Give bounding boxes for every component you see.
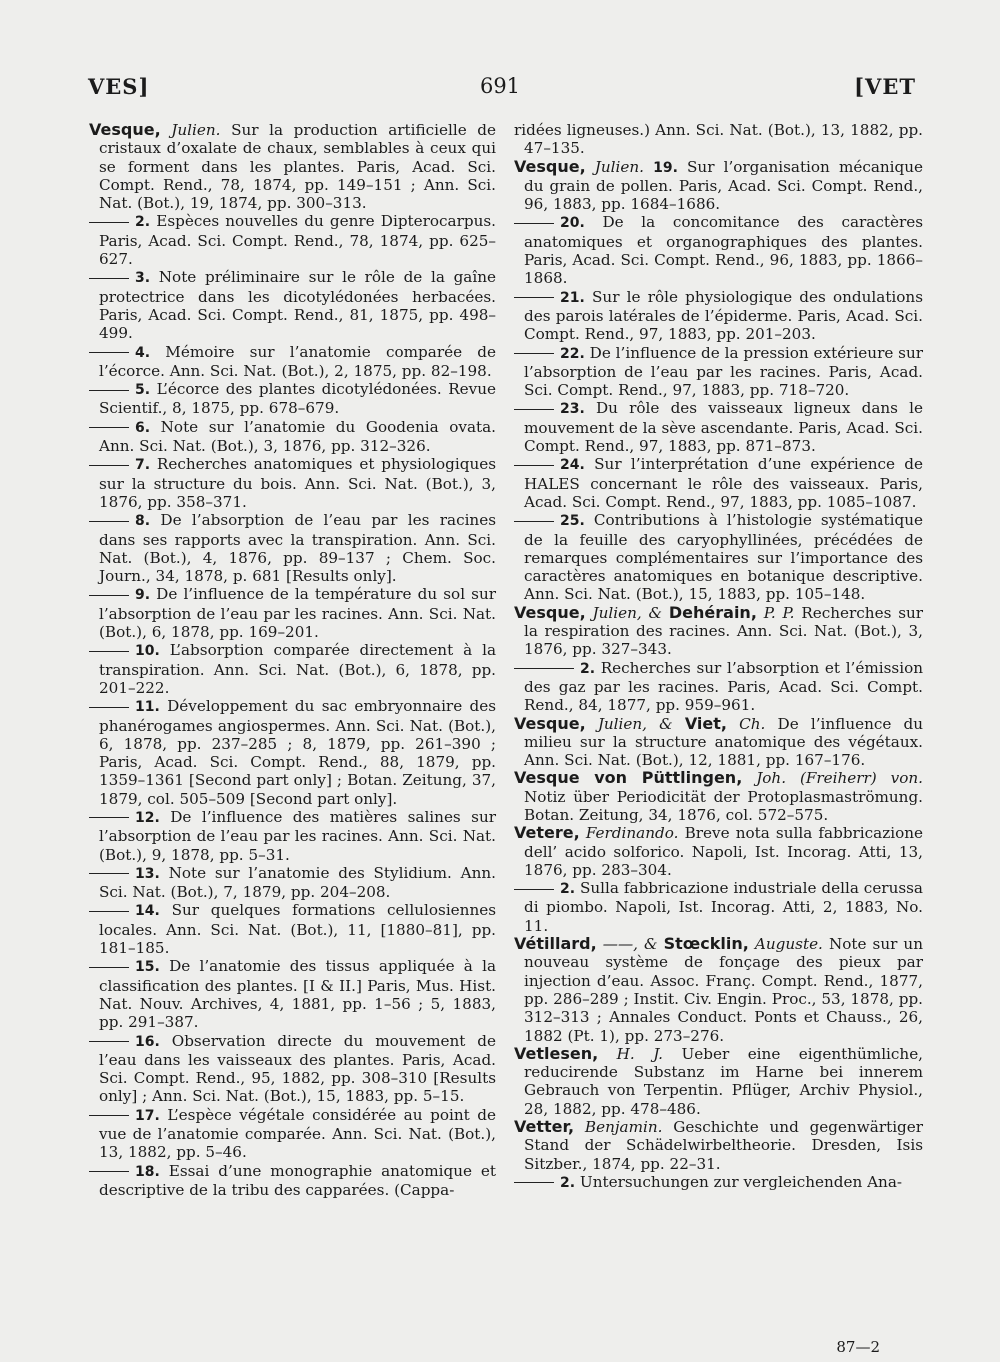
- entry-text: Breve nota sulla fabbricazione dell’ acido solforico. Napoli, Ist. Incorag. Atti, 13, 1876, pp. 283–304.: [524, 824, 924, 879]
- bibliography-entry: [514, 769, 923, 824]
- author-given-name: Joh. (Freiherr) von.: [756, 769, 923, 788]
- entry-text: Observation directe du mouvement de l’eau dans les vaisseaux des plantes. Paris, Acad. Sci. Compt. Rend., 95, 1882, pp. 308–310 [Results only] ; Ann. Sci. Nat. (Bot.), 15, 1883, pp. 5–15.: [99, 1031, 497, 1106]
- entry-text: Untersuchungen zur vergleichenden Ana-: [579, 1172, 903, 1191]
- ditto-rule: [514, 889, 554, 890]
- bibliography-entry: [89, 380, 496, 418]
- bibliography-entry: [514, 604, 923, 659]
- bibliography-entry: [89, 585, 496, 641]
- entry-text: De l’influence du milieu sur la structure anatomique des végétaux. Ann. Sci. Nat. (Bot.), 12, 1881, pp. 167–176.: [524, 714, 924, 770]
- entry-text: De l’influence de la pression extérieure sur l’absorption de l’eau par les racines. Paris, Acad. Sci. Compt. Rend., 97, 1883, pp. 718–720.: [524, 343, 923, 400]
- ditto-rule: [514, 353, 554, 354]
- entry-number: 16.: [135, 1033, 160, 1050]
- ditto-rule: [514, 465, 554, 466]
- author-given-name: Ferdinando.: [585, 824, 679, 843]
- bibliography-entry: [89, 901, 496, 957]
- author-name: Vesque von Püttlingen,: [514, 768, 743, 788]
- entry-text: Mémoire sur l’anatomie comparée de l’écorce. Ann. Sci. Nat. (Bot.), 2, 1875, pp. 82–198.: [99, 342, 496, 380]
- entry-text: Ueber eine eigenthümliche, reducirende Substanz im Harne bei innerem Gebrauch von Terpentin. Pflüger, Archiv Physiol., 28, 1882, pp. 478–486.: [524, 1044, 924, 1118]
- entry-number: 17.: [135, 1107, 160, 1124]
- bibliography-entry: [89, 641, 496, 697]
- entry-text: Sur l’interprétation d’une expérience de HALES concernant le rôle des vaisseaux. Paris, Acad. Sci. Compt. Rend., 97, 1883, pp. 1085–1087.: [524, 455, 924, 511]
- entry-text: De l’anatomie des tissus appliquée à la classification des plantes. [I & II.] Paris, Mus. Hist. Nat. Nouv. Archives, 4, 1881, pp. 1–56 ; 5, 1883, pp. 291–387.: [99, 957, 497, 1032]
- entry-number: 14.: [135, 903, 160, 920]
- entry-text: Essai d’une monographie anatomique et descriptive de la tribu des capparées. (Cappa-: [99, 1161, 496, 1199]
- entry-text: Note sur l’anatomie des Stylidium. Ann. Sci. Nat. (Bot.), 7, 1879, pp. 204–208.: [99, 863, 496, 902]
- author-name: Vesque,: [514, 156, 586, 176]
- bibliography-entry: [89, 1106, 496, 1162]
- entry-text: Contributions à l’histologie systématique de la feuille des caryophyllinées, précédées de remarques complémentaires sur l’importance des caractères anatomiques en botanique descriptive. Ann. Sci. Nat. (Bot.), 15, 1883, pp. 105–148.: [524, 511, 924, 604]
- bibliography-entry: [514, 1045, 923, 1118]
- bibliography-entry: [514, 511, 923, 603]
- ditto-rule: [89, 817, 129, 818]
- entry-number: 11.: [135, 699, 160, 716]
- entry-text: Sulla fabbricazione industriale della cerussa di piombo. Napoli, Ist. Incorag. Atti, 2, 1883, No. 11.: [524, 879, 923, 935]
- entry-number: 6.: [135, 419, 151, 436]
- bibliography-entry: [514, 1173, 923, 1192]
- bibliography-entry: [89, 212, 496, 268]
- bibliography-entry: [89, 268, 496, 342]
- header-right: [VET: [854, 74, 916, 99]
- entry-number: 4.: [135, 344, 151, 361]
- entry-text: Sur l’organisation mécanique du grain de pollen. Paris, Acad. Sci. Compt. Rend., 96, 1883, pp. 1684–1686.: [524, 157, 924, 214]
- coauthor-given-name: P. P.: [763, 603, 795, 622]
- bibliography-entry: [514, 344, 923, 400]
- entry-text: L’espèce végétale considérée au point de vue de l’anatomie comparée. Ann. Sci. Nat. (Bot.), 13, 1882, pp. 5–46.: [99, 1105, 496, 1162]
- bibliography-entry: [514, 1118, 923, 1173]
- entry-number: 25.: [560, 513, 585, 530]
- entry-text: Recherches anatomiques et physiologiques sur la structure du bois. Ann. Sci. Nat. (Bot.), 3, 1876, pp. 358–371.: [99, 455, 497, 511]
- author-given-name: Julien.: [171, 121, 221, 139]
- coauthor-name: Viet,: [684, 713, 727, 733]
- left-column: [89, 121, 496, 1199]
- ditto-rule: [89, 390, 129, 391]
- ditto-rule: [89, 595, 129, 596]
- entry-text: Notiz über Periodicität der Protoplasmaströmung. Botan. Zeitung, 34, 1876, col. 572–575.: [524, 787, 923, 824]
- entry-text: L’absorption comparée directement à la transpiration. Ann. Sci. Nat. (Bot.), 6, 1878, pp. 201–222.: [99, 641, 496, 697]
- ditto-rule: [89, 278, 129, 279]
- entry-text: Du rôle des vaisseaux ligneux dans le mouvement de la sève ascendante. Paris, Acad. Sci. Compt. Rend., 97, 1883, pp. 871–873.: [524, 399, 923, 456]
- entry-number: 2.: [580, 660, 596, 677]
- bibliography-entry: [89, 455, 496, 511]
- coauthor-given-name: Auguste.: [754, 935, 823, 954]
- entry-number: 9.: [135, 587, 151, 604]
- entry-text: Note sur un nouveau système de fonçage des pieux par injection d’eau. Assoc. Franç. Compt. Rend., 1877, pp. 286–289 ; Instit. Civ. Engin. Proc., 53, 1878, pp. 312–313 ; Annales Conduct. Ponts et Chauss., 26, 1882 (Pt. 1), pp. 273–276.: [524, 935, 923, 1045]
- author-name: Vesque,: [514, 602, 586, 622]
- ditto-rule: [89, 1171, 129, 1172]
- bibliography-entry: [89, 343, 496, 381]
- entry-number: 22.: [560, 345, 585, 362]
- entry-number: 23.: [560, 401, 585, 418]
- entry-number: 2.: [135, 214, 151, 231]
- bibliography-entry: [514, 121, 923, 158]
- entry-text: Note préliminaire sur le rôle de la gaîne protectrice dans les dicotylédonées herbacées. Paris, Acad. Sci. Compt. Rend., 81, 1875, pp. 498–499.: [99, 268, 496, 343]
- entry-number: 8.: [135, 513, 151, 530]
- ditto-rule: [89, 707, 129, 708]
- bibliography-entry: [89, 418, 496, 456]
- bibliography-entry: [514, 455, 923, 511]
- bibliography-entry: [514, 158, 923, 214]
- ditto-rule: [89, 521, 129, 522]
- entry-text: ridées ligneuses.) Ann. Sci. Nat. (Bot.), 13, 1882, pp. 47–135.: [514, 121, 923, 158]
- bibliography-entry: [89, 697, 496, 808]
- entry-number: 13.: [135, 865, 160, 882]
- page-number: 691: [479, 74, 521, 98]
- author-name: Vetter,: [514, 1117, 575, 1137]
- entry-number: 15.: [135, 959, 160, 976]
- ditto-rule: [89, 1041, 129, 1042]
- author-name: Vesque,: [89, 120, 161, 139]
- ditto-rule: [514, 1182, 554, 1183]
- ditto-rule: [89, 911, 129, 912]
- entry-number: 12.: [135, 809, 160, 826]
- ditto-rule: [89, 967, 129, 968]
- entry-text: Recherches sur la respiration des racines. Ann. Sci. Nat. (Bot.), 3, 1876, pp. 327–343.: [524, 603, 924, 659]
- entry-text: De l’influence des matières salines sur l’absorption de l’eau par les racines. Ann. Sci. Nat. (Bot.), 9, 1878, pp. 5–31.: [99, 807, 496, 864]
- entry-number: 2.: [560, 881, 576, 898]
- entry-text: Recherches sur l’absorption et l’émission des gaz par les racines. Paris, Acad. Sci. Compt. Rend., 84, 1877, pp. 959–961.: [524, 658, 923, 715]
- author-given-name: H. J.: [616, 1044, 663, 1063]
- entry-text: De l’absorption de l’eau par les racines dans ses rapports avec la transpiration. Ann. Sci. Nat. (Bot.), 4, 1876, pp. 89–137 ; Chem. Soc. Journ., 34, 1878, p. 681 [Results only].: [99, 511, 496, 586]
- author-given-name: Julien, &: [597, 714, 673, 733]
- header-left: VES]: [88, 74, 150, 99]
- bibliography-entry: [514, 935, 923, 1045]
- entry-number: 20.: [560, 215, 585, 232]
- author-name: Vesque,: [514, 713, 586, 733]
- ditto-rule: [514, 409, 554, 410]
- ditto-rule: [89, 352, 129, 353]
- entry-text: Note sur l’anatomie du Goodenia ovata. Ann. Sci. Nat. (Bot.), 3, 1876, pp. 312–326.: [99, 417, 496, 456]
- ditto-rule: [89, 1115, 129, 1116]
- bibliography-entry: [89, 1032, 496, 1106]
- bibliography-entry: [514, 715, 923, 770]
- bibliography-entry: [514, 824, 923, 879]
- author-name: Vetlesen,: [514, 1043, 599, 1063]
- bibliography-entry: [514, 399, 923, 455]
- entry-number: 7.: [135, 457, 151, 474]
- author-given-name: Julien.: [594, 157, 644, 176]
- coauthor-name: Dehérain,: [668, 602, 757, 622]
- bibliography-entry: [514, 659, 923, 715]
- ditto-rule: [514, 297, 554, 298]
- bibliography-entry: [89, 511, 496, 585]
- entry-text: Espèces nouvelles du genre Dipterocarpus. Paris, Acad. Sci. Compt. Rend., 78, 1874, pp. 625–627.: [99, 212, 496, 269]
- ditto-rule: [89, 427, 129, 428]
- entry-number: 5.: [135, 382, 151, 399]
- signature-mark: 87—2: [836, 1338, 880, 1356]
- entry-number: 21.: [560, 289, 585, 306]
- entry-text: Développement du sac embryonnaire des phanérogames angiospermes. Ann. Sci. Nat. (Bot.), 6, 1878, pp. 237–285 ; 8, 1879, pp. 261–390 ; Paris, Acad. Sci. Compt. Rend., 88, 1879, pp. 1359–1361 [Second part only] ; Botan. Zeitung, 37, 1879, col. 505–509 [Second part only].: [99, 697, 496, 808]
- entry-text: Geschichte und gegenwärtiger Stand der Schädelwirbeltheorie. Dresden, Isis Sitzber., 1874, pp. 22–31.: [524, 1118, 924, 1173]
- author-given-name: Benjamin.: [584, 1118, 663, 1137]
- ditto-rule: [89, 873, 129, 874]
- ditto-rule: [89, 651, 129, 652]
- entry-text: L’écorce des plantes dicotylédonées. Revue Scientif., 8, 1875, pp. 678–679.: [99, 380, 496, 418]
- entry-number: 10.: [135, 643, 160, 660]
- bibliography-entry: [89, 121, 496, 212]
- entry-number: 2.: [560, 1174, 576, 1191]
- entry-number: 24.: [560, 457, 585, 474]
- ditto-rule: [514, 521, 554, 522]
- bibliography-entry: [89, 864, 496, 902]
- author-name: Vétillard,: [514, 934, 597, 954]
- entry-text: Sur le rôle physiologique des ondulations des parois latérales de l’épiderme. Paris, Acad. Sci. Compt. Rend., 97, 1883, pp. 201–203.: [524, 287, 924, 344]
- entry-number: 18.: [135, 1163, 160, 1180]
- ditto-rule: [514, 668, 574, 669]
- right-column: [514, 121, 923, 1192]
- entry-text: De la concomitance des caractères anatomiques et organographiques des plantes. Paris, Acad. Sci. Compt. Rend., 96, 1883, pp. 1866–1868.: [524, 213, 923, 288]
- coauthor-given-name: Ch.: [739, 714, 766, 733]
- bibliography-entry: [89, 1162, 496, 1200]
- bibliography-entry: [514, 879, 923, 935]
- bibliography-entry: [514, 213, 923, 287]
- entry-number: 3.: [135, 270, 151, 287]
- ditto-rule: [89, 465, 129, 466]
- ditto-rule: [89, 222, 129, 223]
- entry-text: Sur quelques formations cellulosiennes locales. Ann. Sci. Nat. (Bot.), 11, [1880–81], pp. 181–185.: [99, 901, 497, 958]
- bibliography-entry: [89, 957, 496, 1031]
- bibliography-entry: [514, 288, 923, 344]
- author-given-name: Julien, &: [592, 603, 663, 622]
- page-header: [0, 74, 1000, 108]
- coauthor-name: Stœcklin,: [663, 934, 749, 954]
- ditto-rule: [514, 223, 554, 224]
- entry-text: Sur la production artificielle de cristaux d’oxalate de chaux, semblables à ceux qui se forment dans les plantes. Paris, Acad. Sci. Compt. Rend., 78, 1874, pp. 149–151 ; Ann. Sci. Nat. (Bot.), 19, 1874, pp. 300–313.: [99, 121, 497, 213]
- author-name: Vetere,: [514, 823, 580, 843]
- author-given-name: ——, &: [602, 935, 658, 954]
- entry-number: 19.: [653, 159, 678, 176]
- entry-text: De l’influence de la température du sol sur l’absorption de l’eau par les racines. Ann. Sci. Nat. (Bot.), 6, 1878, pp. 169–201.: [99, 585, 496, 642]
- bibliography-entry: [89, 808, 496, 864]
